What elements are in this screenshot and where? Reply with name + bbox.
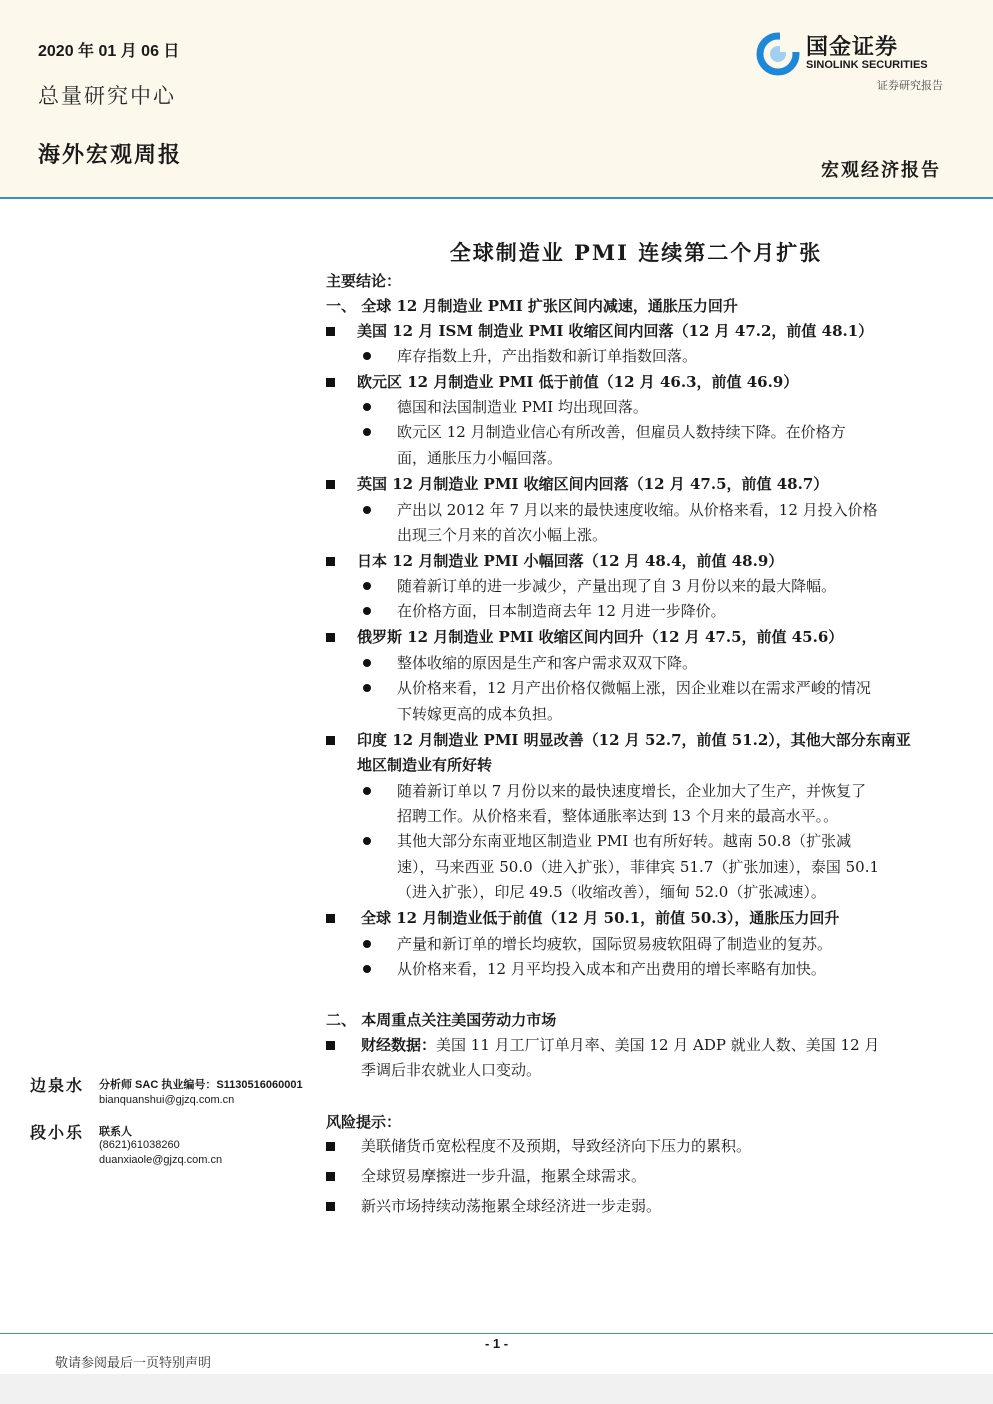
square-bullet-icon — [326, 1172, 335, 1181]
analyst-name: 边泉水 — [30, 1076, 85, 1095]
japan-pmi-heading: 日本 12 月制造业 PMI 小幅回落（12 月 48.4，前值 48.9） — [357, 552, 784, 570]
square-bullet-icon — [326, 1142, 335, 1151]
contact-email-link[interactable]: duanxiaole@gjzq.com.cn — [99, 1154, 223, 1166]
japan-pmi-point: 随着新订单的进一步减少，产量出现了自 3 月份以来的最大降幅。 — [397, 577, 837, 595]
square-bullet-icon — [326, 633, 335, 642]
financial-data-item — [361, 1034, 879, 1056]
russia-pmi-heading: 俄罗斯 12 月制造业 PMI 收缩区间内回升（12 月 47.5，前值 45.6） — [357, 628, 844, 646]
report-category: 宏观经济报告 — [821, 160, 941, 181]
global-pmi-heading: 全球 12 月制造业低于前值（12 月 50.1，前值 50.3），通胀压力回升 — [361, 909, 840, 927]
contact-phone: (8621)61038260 — [99, 1139, 180, 1151]
report-type-label: 证券研究报告 — [877, 79, 943, 92]
global-pmi-point: 从价格来看，12 月平均投入成本和产出费用的增长率略有加快。 — [397, 960, 826, 978]
contact-role: 联系人 — [99, 1126, 132, 1138]
dot-bullet-icon — [363, 352, 371, 360]
us-pmi-point: 库存指数上升，产出指数和新订单指数回落。 — [397, 347, 698, 365]
footer-divider — [0, 1333, 993, 1334]
eurozone-pmi-point: 欧元区 12 月制造业信心有所改善，但雇员人数持续下降。在价格方 — [397, 423, 846, 441]
dot-bullet-icon — [363, 582, 371, 590]
report-title: 全球制造业 PMI 连续第二个月扩张 — [449, 240, 823, 265]
russia-pmi-point-cont: 下转嫁更高的成本负担。 — [397, 705, 563, 723]
asean-pmi-point: 其他大部分东南亚地区制造业 PMI 也有所好转。越南 50.8（扩张减 — [397, 832, 852, 850]
header-divider — [0, 197, 993, 199]
square-bullet-icon — [326, 327, 335, 336]
square-bullet-icon — [326, 1202, 335, 1211]
square-bullet-icon — [326, 557, 335, 566]
us-pmi-heading: 美国 12 月 ISM 制造业 PMI 收缩区间内回落（12 月 47.2，前值 48.1） — [357, 322, 874, 340]
dot-bullet-icon — [363, 659, 371, 667]
financial-data-label: 财经数据： — [361, 1036, 437, 1054]
eurozone-pmi-heading: 欧元区 12 月制造业 PMI 低于前值（12 月 46.3，前值 46.9） — [357, 373, 799, 391]
square-bullet-icon — [326, 736, 335, 745]
risk-item: 美联储货币宽松程度不及预期，导致经济向下压力的累积。 — [361, 1137, 752, 1155]
uk-pmi-heading: 英国 12 月制造业 PMI 收缩区间内回落（12 月 47.5，前值 48.7） — [357, 475, 829, 493]
russia-pmi-point: 从价格来看，12 月产出价格仅微幅上涨，因企业难以在需求严峻的情况 — [397, 679, 871, 697]
india-pmi-point: 随着新订单以 7 月份以来的最快速度增长，企业加大了生产，并恢复了 — [397, 782, 867, 800]
dot-bullet-icon — [363, 965, 371, 973]
report-series-title: 海外宏观周报 — [38, 142, 183, 168]
financial-data-text-cont: 季调后非农就业人口变动。 — [361, 1061, 542, 1079]
analyst-credential: 分析师 SAC 执业编号：S1130516060001 — [99, 1079, 303, 1091]
risk-label: 风险提示： — [326, 1113, 402, 1131]
asean-pmi-point-cont: （进入扩张），印尼 49.5（收缩改善），缅甸 52.0（扩张减速）。 — [397, 883, 826, 901]
square-bullet-icon — [326, 480, 335, 489]
dot-bullet-icon — [363, 837, 371, 845]
india-pmi-point-cont: 招聘工作。从价格来看，整体通胀率达到 13 个月来的最高水平。。 — [397, 807, 839, 825]
square-bullet-icon — [326, 1041, 335, 1050]
risk-item: 新兴市场持续动荡拖累全球经济进一步走弱。 — [361, 1197, 662, 1215]
square-bullet-icon — [326, 914, 335, 923]
logo-ring-icon — [756, 32, 800, 76]
india-pmi-heading: 印度 12 月制造业 PMI 明显改善（12 月 52.7，前值 51.2），其他大部分东南亚 — [357, 731, 911, 749]
dot-bullet-icon — [363, 403, 371, 411]
russia-pmi-point: 整体收缩的原因是生产和客户需求双双下降。 — [397, 654, 698, 672]
logo-english-name: SINOLINK SECURITIES — [806, 59, 928, 71]
dot-bullet-icon — [363, 787, 371, 795]
dot-bullet-icon — [363, 684, 371, 692]
uk-pmi-point-cont: 出现三个月来的首次小幅上涨。 — [397, 526, 608, 544]
financial-data-text: 美国 11 月工厂订单月率、美国 12 月 ADP 就业人数、美国 12 月 — [436, 1036, 880, 1054]
india-pmi-heading-cont: 地区制造业有所好转 — [357, 756, 493, 774]
dot-bullet-icon — [363, 940, 371, 948]
japan-pmi-point: 在价格方面，日本制造商去年 12 月进一步降价。 — [397, 602, 726, 620]
asean-pmi-point-cont: 速），马来西亚 50.0（进入扩张），菲律宾 51.7（扩张加速），泰国 50.1 — [397, 858, 880, 876]
conclusion-label: 主要结论： — [326, 272, 402, 290]
section-heading-2: 二、 本周重点关注美国劳动力市场 — [326, 1011, 557, 1029]
section-heading-1: 一、 全球 12 月制造业 PMI 扩张区间内减速，通胀压力回升 — [326, 297, 738, 315]
department-name: 总量研究中心 — [38, 84, 176, 108]
report-date: 2020 年 01 月 06 日 — [38, 43, 180, 60]
square-bullet-icon — [326, 378, 335, 387]
analyst-email-link[interactable]: bianquanshui@gjzq.com.cn — [99, 1094, 235, 1106]
eurozone-pmi-point: 德国和法国制造业 PMI 均出现回落。 — [397, 398, 648, 416]
dot-bullet-icon — [363, 607, 371, 615]
footer-bar — [0, 1374, 993, 1404]
eurozone-pmi-point-cont: 面，通胀压力小幅回落。 — [397, 449, 563, 467]
logo-chinese-name: 国金证券 — [806, 35, 899, 60]
company-logo — [756, 30, 946, 80]
dot-bullet-icon — [363, 506, 371, 514]
disclaimer-note: 敬请参阅最后一页特别声明 — [55, 1356, 212, 1371]
contact-name: 段小乐 — [30, 1123, 85, 1142]
uk-pmi-point: 产出以 2012 年 7 月以来的最快速度收缩。从价格来看，12 月投入价格 — [397, 501, 878, 519]
risk-item: 全球贸易摩擦进一步升温，拖累全球需求。 — [361, 1167, 647, 1185]
page-number: - 1 - — [484, 1336, 509, 1351]
dot-bullet-icon — [363, 428, 371, 436]
global-pmi-point: 产量和新订单的增长均疲软，国际贸易疲软阻碍了制造业的复苏。 — [397, 935, 833, 953]
